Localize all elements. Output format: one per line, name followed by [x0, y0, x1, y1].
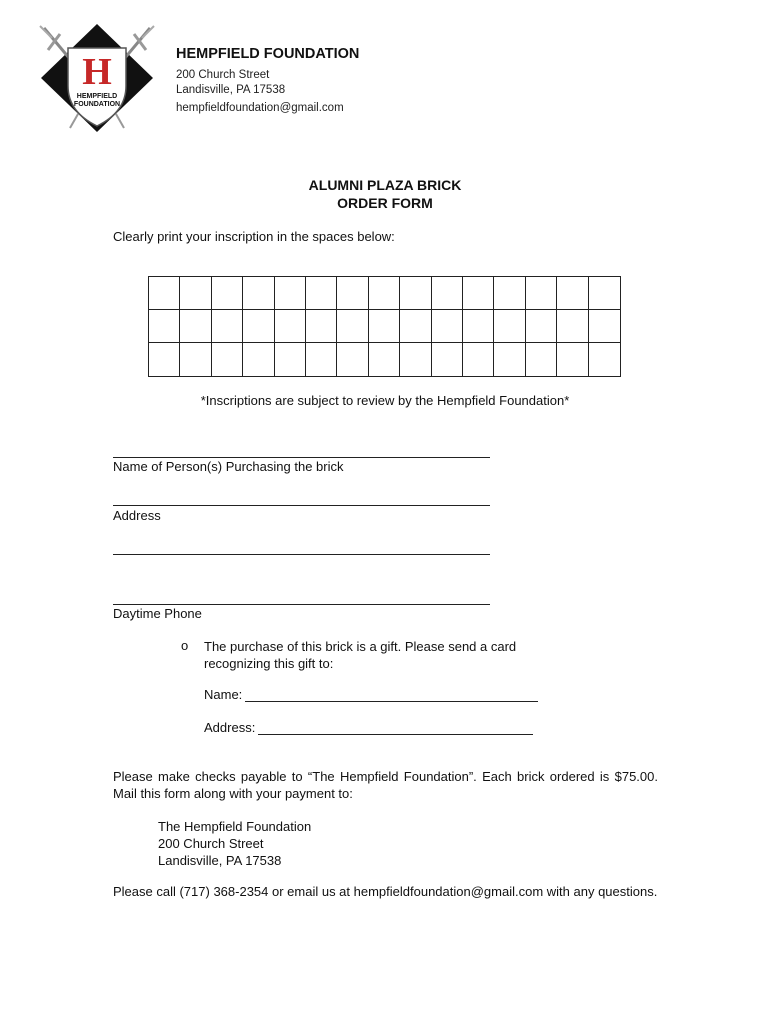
name-line[interactable]: [113, 457, 490, 458]
inscription-cell[interactable]: [243, 277, 274, 310]
form-title-line2: ORDER FORM: [337, 195, 433, 211]
org-street: 200 Church Street: [176, 69, 270, 81]
inscription-cell[interactable]: [494, 277, 525, 310]
address-label: Address: [113, 508, 161, 523]
inscription-cell[interactable]: [306, 310, 337, 343]
gift-text-line1: The purchase of this brick is a gift. Please send a card: [204, 639, 517, 654]
crossed-swords-shield-icon: [38, 22, 156, 134]
inscription-cell[interactable]: [463, 310, 494, 343]
inscription-cell[interactable]: [557, 310, 588, 343]
inscription-cell[interactable]: [337, 310, 368, 343]
inscription-cell[interactable]: [243, 343, 274, 376]
inscription-cell[interactable]: [337, 343, 368, 376]
inscription-cell[interactable]: [212, 277, 243, 310]
inscription-cell[interactable]: [432, 343, 463, 376]
address-line-2[interactable]: [113, 554, 490, 555]
mail-to-line2: 200 Church Street: [158, 836, 264, 851]
inscription-cell[interactable]: [526, 310, 557, 343]
inscription-cell[interactable]: [557, 277, 588, 310]
phone-label: Daytime Phone: [113, 606, 202, 621]
inscription-cell[interactable]: [212, 310, 243, 343]
logo-text-line2: FOUNDATION: [73, 101, 121, 108]
logo-letter: H: [82, 51, 112, 93]
inscription-cell[interactable]: [400, 310, 431, 343]
inscription-cell[interactable]: [432, 277, 463, 310]
gift-text-line2: recognizing this gift to:: [204, 656, 334, 671]
address-line[interactable]: [113, 505, 490, 506]
gift-address-field[interactable]: [204, 720, 533, 735]
form-title-line1: ALUMNI PLAZA BRICK: [308, 177, 462, 193]
inscription-cell[interactable]: [243, 310, 274, 343]
inscription-cell[interactable]: [337, 277, 368, 310]
inscription-cell[interactable]: [526, 343, 557, 376]
phone-line[interactable]: [113, 604, 490, 605]
inscription-cell[interactable]: [494, 310, 525, 343]
inscription-cell[interactable]: [463, 277, 494, 310]
inscription-cell[interactable]: [589, 310, 620, 343]
org-name: HEMPFIELD FOUNDATION: [176, 46, 360, 62]
inscription-cell[interactable]: [432, 310, 463, 343]
inscription-cell[interactable]: [306, 277, 337, 310]
inscription-cell[interactable]: [494, 343, 525, 376]
gift-name-line[interactable]: [245, 689, 538, 702]
inscription-cell[interactable]: [400, 277, 431, 310]
inscription-cell[interactable]: [275, 277, 306, 310]
hempfield-logo: [38, 22, 156, 134]
org-city: Landisville, PA 17538: [176, 84, 286, 96]
inscription-cell[interactable]: [526, 277, 557, 310]
gift-name-field[interactable]: [204, 687, 538, 702]
gift-checkbox[interactable]: o: [181, 638, 189, 653]
inscription-cell[interactable]: [369, 277, 400, 310]
inscription-cell[interactable]: [369, 310, 400, 343]
inscription-cell[interactable]: [149, 277, 180, 310]
inscription-cell[interactable]: [275, 343, 306, 376]
inscription-cell[interactable]: [369, 343, 400, 376]
payment-instructions: Please make checks payable to “The Hempfield Foundation”. Each brick ordered is $75.00. Mail this form along with your payment to:: [113, 769, 658, 801]
org-email: hempfieldfoundation@gmail.com: [176, 102, 344, 114]
mailing-address: [158, 818, 311, 869]
gift-address-line[interactable]: [258, 722, 533, 735]
inscription-cell[interactable]: [400, 343, 431, 376]
inscription-cell[interactable]: [589, 277, 620, 310]
inscription-instruction: Clearly print your inscription in the spaces below:: [113, 229, 395, 244]
logo-text-line1: HEMPFIELD: [76, 93, 118, 100]
inscription-cell[interactable]: [275, 310, 306, 343]
inscription-cell[interactable]: [180, 277, 211, 310]
inscription-cell[interactable]: [180, 343, 211, 376]
contact-info: Please call (717) 368-2354 or email us at hempfieldfoundation@gmail.com with any questions.: [113, 884, 658, 899]
inscription-cell[interactable]: [557, 343, 588, 376]
review-note: *Inscriptions are subject to review by the Hempfield Foundation*: [200, 393, 570, 408]
inscription-cell[interactable]: [463, 343, 494, 376]
inscription-cell[interactable]: [306, 343, 337, 376]
inscription-cell[interactable]: [589, 343, 620, 376]
inscription-cell[interactable]: [212, 343, 243, 376]
inscription-cell[interactable]: [149, 310, 180, 343]
gift-text: [204, 638, 516, 672]
inscription-cell[interactable]: [149, 343, 180, 376]
inscription-cell[interactable]: [180, 310, 211, 343]
mail-to-line3: Landisville, PA 17538: [158, 853, 282, 868]
name-label: Name of Person(s) Purchasing the brick: [113, 459, 344, 474]
gift-name-label: Name:: [204, 687, 243, 702]
mail-to-line1: The Hempfield Foundation: [158, 819, 312, 834]
inscription-grid[interactable]: [148, 276, 621, 377]
gift-address-label: Address:: [204, 720, 256, 735]
